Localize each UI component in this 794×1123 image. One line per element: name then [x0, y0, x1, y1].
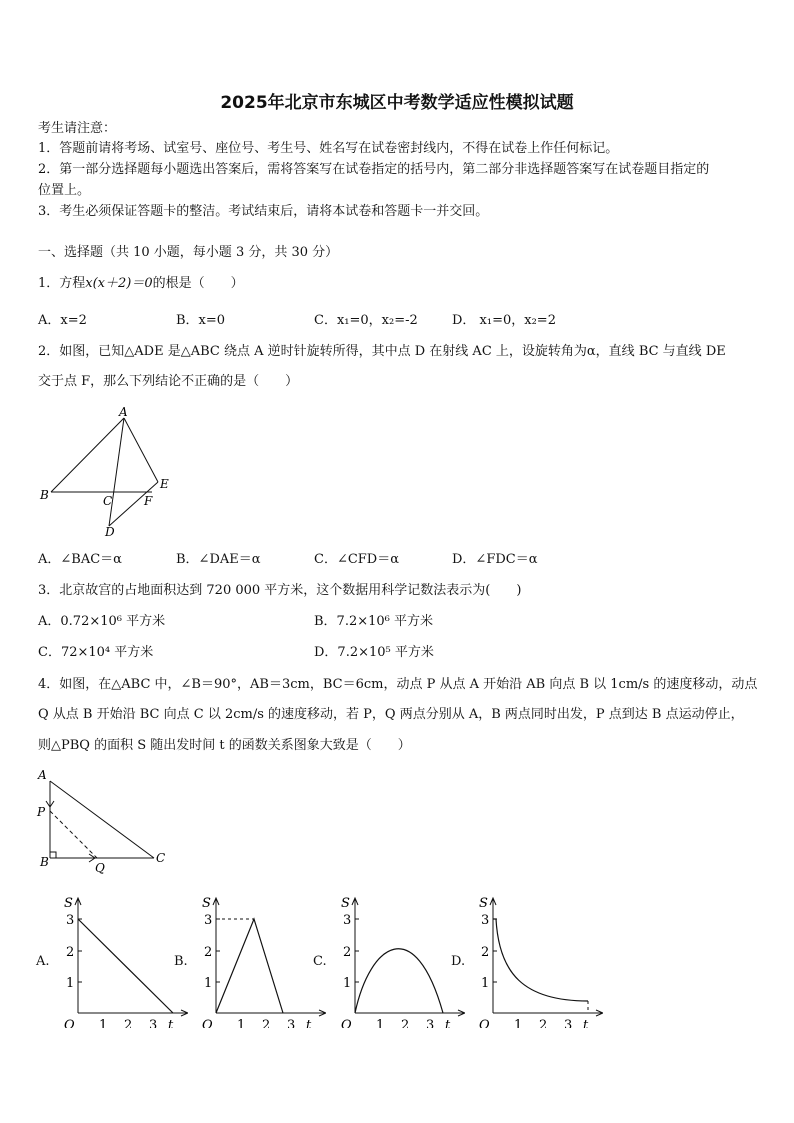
y-tick-label: 1: [66, 976, 75, 991]
q1-pre: 1．方程: [38, 276, 86, 291]
x-tick-label: 3: [564, 1018, 573, 1028]
q4-triangle-figure: [34, 765, 174, 880]
q4-line-3: 则△PBQ 的面积 S 随出发时间 t 的函数关系图象大致是（ ）: [38, 738, 411, 753]
question-1: [38, 275, 244, 293]
graph-curve: [216, 919, 283, 1013]
q4-graph-d: [463, 893, 603, 1028]
y-tick-label: 2: [481, 945, 490, 960]
y-tick-label: 3: [204, 913, 213, 928]
y-axis-label: S: [341, 896, 350, 911]
q4-label-c: C: [156, 851, 166, 865]
q4-label-b: B: [40, 855, 49, 869]
q4-graph-b: [186, 893, 326, 1028]
q4-label-p: P: [37, 805, 46, 819]
q3-option-d: D．7.2×10⁵ 平方米: [314, 645, 434, 660]
x-axis-label: t: [583, 1018, 589, 1028]
y-tick-label: 1: [481, 976, 490, 991]
x-tick-label: 1: [514, 1018, 523, 1028]
x-tick-label: 3: [287, 1018, 296, 1028]
x-tick-label: 1: [237, 1018, 246, 1028]
q2-label-c: C: [103, 494, 113, 508]
q2-label-f: F: [144, 494, 153, 508]
notice-item-1: 1．答题前请将考场、试室号、座位号、考生号、姓名写在试卷密封线内，不得在试卷上作任何标记。: [38, 141, 619, 156]
x-tick-label: 2: [401, 1018, 410, 1028]
notice-item-3: 3．考生必须保证答题卡的整洁。考试结束后，请将本试卷和答题卡一并交回。: [38, 204, 489, 219]
x-axis-label: t: [445, 1018, 451, 1028]
q2-label-b: B: [40, 488, 49, 502]
y-tick-label: 2: [66, 945, 75, 960]
y-tick-label: 3: [66, 913, 75, 928]
q1-option-d: D． x₁=0，x₂=2: [452, 313, 556, 328]
x-tick-label: 3: [149, 1018, 158, 1028]
q1-option-b: B．x=0: [176, 313, 226, 328]
notice-item-2-cont: 位置上。: [38, 183, 91, 198]
x-axis-label: t: [306, 1018, 312, 1028]
q4-graph-option-label-d: D.: [451, 954, 466, 969]
q4-label-q: Q: [95, 861, 105, 875]
graph-curve: [493, 919, 588, 1001]
x-tick-label: 2: [124, 1018, 133, 1028]
q3-line: 3．北京故宫的占地面积达到 720 000 平方米，这个数据用科学记数法表示为( ): [38, 583, 522, 598]
q2-option-b: B．∠DAE＝α: [176, 552, 261, 567]
y-axis-label: S: [64, 896, 73, 911]
q2-line-1: 2．如图，已知△ADE 是△ABC 绕点 A 逆时针旋转所得，其中点 D 在射线 AC 上，设旋转角为α，直线 BC 与直线 DE: [38, 344, 726, 359]
notice-heading: 考生请注意：: [38, 121, 117, 136]
q2-figure: [36, 402, 176, 540]
notice-item-2: 2．第一部分选择题每小题选出答案后，需将答案写在试卷指定的括号内，第二部分非选择题答案写在试卷题目指定的: [38, 162, 710, 177]
y-tick-label: 3: [343, 913, 352, 928]
y-axis-label: S: [202, 896, 211, 911]
q4-line-2: Q 从点 B 开始沿 BC 向点 C 以 2cm/s 的速度移动，若 P，Q 两点分别从 A，B 两点同时出发，P 点到达 B 点运动停止，: [38, 707, 744, 722]
y-tick-label: 3: [481, 913, 490, 928]
q1-post: 的根是（ ）: [152, 276, 244, 291]
graph-curve: [355, 949, 443, 1013]
x-tick-label: 1: [376, 1018, 385, 1028]
q1-option-c: C．x₁=0，x₂=-2: [314, 313, 418, 328]
y-axis-label: S: [479, 896, 488, 911]
q4-graph-option-label-b: B.: [174, 954, 188, 969]
x-axis-label: t: [168, 1018, 174, 1028]
q2-line-2: 交于点 F，那么下列结论不正确的是（ ）: [38, 374, 299, 389]
q3-option-a: A．0.72×10⁶ 平方米: [38, 614, 166, 629]
origin-label: O: [202, 1018, 213, 1028]
x-tick-label: 1: [99, 1018, 108, 1028]
graph-curve: [78, 919, 173, 1013]
q2-label-a: A: [119, 405, 128, 419]
q1-equation: x(x＋2)＝0: [85, 276, 153, 291]
q2-option-a: A．∠BAC＝α: [38, 552, 122, 567]
q4-label-a: A: [38, 768, 47, 782]
q2-label-d: D: [105, 525, 115, 539]
q4-graph-c: [325, 893, 465, 1028]
x-tick-label: 2: [262, 1018, 271, 1028]
y-tick-label: 2: [204, 945, 213, 960]
origin-label: O: [479, 1018, 490, 1028]
section-heading: 一、选择题（共 10 小题，每小题 3 分，共 30 分）: [38, 245, 339, 260]
q3-option-b: B．7.2×10⁶ 平方米: [314, 614, 434, 629]
q3-option-c: C．72×10⁴ 平方米: [38, 645, 154, 660]
y-tick-label: 1: [204, 976, 213, 991]
q2-option-d: D．∠FDC＝α: [452, 552, 538, 567]
y-tick-label: 2: [343, 945, 352, 960]
q2-label-e: E: [160, 477, 169, 491]
q4-line-1: 4．如图，在△ABC 中，∠B＝90°，AB＝3cm，BC＝6cm，动点 P 从点 A 开始沿 AB 向点 B 以 1cm/s 的速度移动，动点: [38, 677, 758, 692]
page-title: 2025年北京市东城区中考数学适应性模拟试题: [220, 93, 574, 113]
q4-graph-a: [48, 893, 188, 1028]
q4-graph-option-label-a: A.: [36, 954, 50, 969]
x-tick-label: 3: [426, 1018, 435, 1028]
origin-label: O: [341, 1018, 352, 1028]
q1-option-a: A．x=2: [38, 313, 87, 328]
x-tick-label: 2: [539, 1018, 548, 1028]
q2-option-c: C．∠CFD＝α: [314, 552, 400, 567]
origin-label: O: [64, 1018, 75, 1028]
q4-graph-option-label-c: C.: [313, 954, 327, 969]
y-tick-label: 1: [343, 976, 352, 991]
